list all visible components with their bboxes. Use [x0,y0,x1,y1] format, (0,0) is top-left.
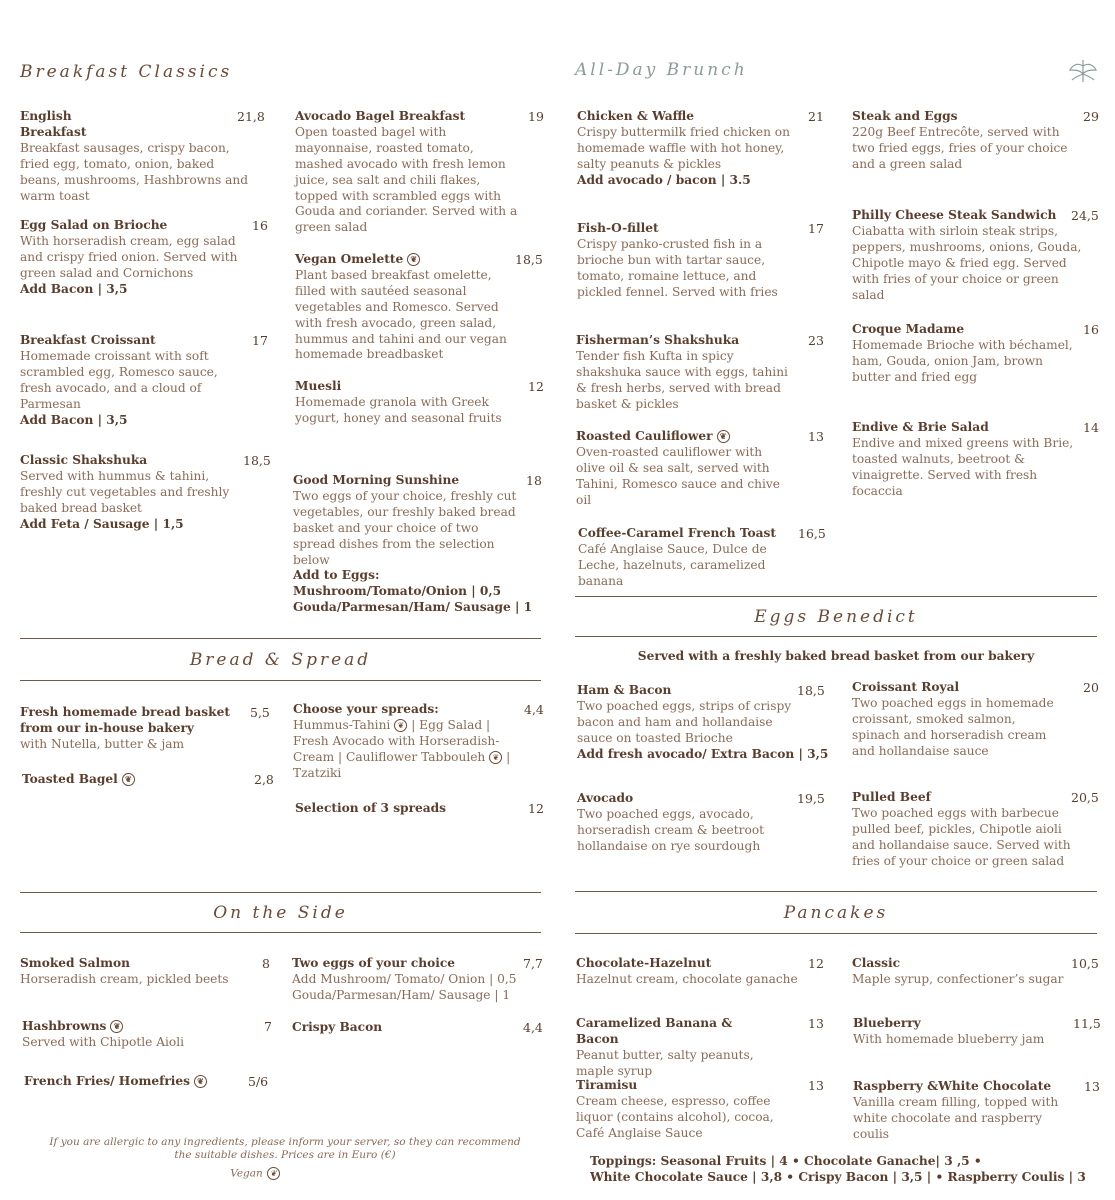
leaf-circle-icon: ❦ [407,253,420,266]
leaf-circle-icon: ❦ [267,1167,280,1180]
divider [20,932,541,933]
item-name: Avocado Bagel Breakfast [295,109,466,123]
item-price: 19 [528,109,544,124]
item-name: Breakfast Croissant [20,333,156,347]
item-desc: Homemade granola with Greek yogurt, honey and seasonal fruits [295,394,502,425]
menu-item-breakfast-croissant [20,333,245,428]
menu-item-pulled-beef [852,790,1082,870]
menu-item-caramel-banana [576,1016,776,1080]
item-desc: Served with Chipotle Aioli [22,1034,185,1049]
item-desc: Hazelnut cream, chocolate ganache [576,971,798,986]
item-addon: Add to Eggs: [293,568,380,583]
item-addon: Gouda/Parmesan/Ham/ Sausage | 1 [293,600,533,615]
item-price: 8 [262,956,270,971]
item-desc: Vanilla cream filling, topped with white chocolate and raspberry coulis [853,1094,1059,1141]
item-price: 11,5 [1073,1016,1101,1031]
item-price: 20,5 [1071,790,1099,805]
item-price: 18 [526,473,542,488]
menu-item-english [20,109,250,204]
menu-item-sunshine [293,473,533,616]
menu-item-chicken-waffle [577,109,792,189]
item-price: 2,8 [254,772,274,787]
menu-item-two-eggs [292,956,522,1004]
toppings-line-2: White Chocolate Sauce | 3,8 • Crispy Bacon | 3,5 | • Raspberry Coulis | 3 [590,1169,1086,1184]
item-desc: Peanut butter, salty peanuts, maple syrup [576,1047,754,1078]
menu-item-fisherman-shakshuka [576,333,801,413]
item-name: Selection of 3 spreads [295,801,447,815]
menu-item-hashbrowns [22,1019,247,1051]
menu-item-bread-basket [20,705,245,753]
item-price: 7 [264,1019,272,1034]
item-addon: Mushroom/Tomato/Onion | 0,5 [293,584,502,599]
item-price: 13 [808,429,824,444]
item-name: Chocolate-Hazelnut [576,956,712,970]
item-desc: with Nutella, butter & jam [20,736,185,751]
item-price: 4,4 [524,702,544,717]
item-desc: Café Anglaise Sauce, Dulce de Leche, hazelnuts, caramelized banana [578,541,767,588]
item-desc: Horseradish cream, pickled beets [20,971,229,986]
item-desc: Maple syrup, confectioner’s sugar [852,971,1064,986]
leaf-circle-icon: ❦ [717,430,730,443]
item-name: Classic [852,956,901,970]
section-title-brunch: All-Day Brunch [575,60,748,80]
menu-item-raspberry [853,1079,1068,1143]
item-price: 21 [808,109,824,124]
item-name: Toasted Bagel [22,772,118,786]
item-desc: With homemade blueberry jam [853,1031,1045,1046]
item-name: Choose your spreads: [293,702,439,716]
item-desc: Add Mushroom/ Tomato/ Onion | 0,5 [292,971,517,986]
menu-item-spreads [293,702,518,782]
menu-item-vegan-omelette [295,252,515,363]
item-price: 7,7 [523,956,543,971]
item-desc: Served with hummus & tahini, freshly cut vegetables and freshly baked bread basket [20,468,230,515]
menu-item-choc-hazelnut [576,956,801,988]
item-addon: Add Bacon | 3,5 [20,281,128,296]
item-desc: Homemade croissant with soft scrambled egg, Romesco sauce, fresh avocado, and a cloud of Parmesan [20,348,218,411]
item-desc: Two poached eggs, avocado, horseradish cream & beetroot hollandaise on rye sourdough [577,806,765,853]
item-desc: Two poached eggs with barbecue pulled beef, pickles, Chipotle aioli and hollandaise sauce. Served with fries of your choice or green salad [852,805,1071,868]
item-name: Philly Cheese Steak Sandwich [852,208,1057,222]
item-desc: Cream cheese, espresso, coffee liquor (contains alcohol), cocoa, Café Anglaise Sauce [576,1093,774,1140]
item-name: Fisherman’s Shakshuka [576,333,740,347]
divider [575,596,1097,597]
divider [575,933,1097,934]
leaf-circle-icon: ❦ [394,719,407,732]
item-price: 12 [528,379,544,394]
menu-item-toasted-bagel [22,772,247,788]
menu-item-tiramisu [576,1078,801,1142]
item-name: French Fries/ Homefries [24,1074,191,1088]
item-desc: Ciabatta with sirloin steak strips, peppers, mushrooms, onions, Gouda, Chipotle mayo & fried egg. Served with fries of your choice or green salad [852,223,1082,302]
vegan-legend [215,1167,295,1181]
menu-item-selection [295,801,520,817]
menu-item-fish-fillet [577,221,805,301]
item-name: Pulled Beef [852,790,931,804]
item-price: 5/6 [248,1074,269,1089]
item-desc: With horseradish cream, egg salad and crispy fried onion. Served with green salad and Cornichons [20,233,238,280]
item-name: Croissant Royal [852,680,960,694]
item-desc: Crispy panko-crusted fish in a brioche bun with tartar sauce, tomato, romaine lettuce, and pickled fennel. Served with fries [577,236,778,299]
item-addon: Add Bacon | 3,5 [20,412,128,427]
toppings-line-1: Toppings: Seasonal Fruits | 4 • Chocolate Ganache| 3 ,5 • [590,1154,982,1168]
item-name: Vegan Omelette [295,252,404,266]
item-addon: Add fresh avocado/ Extra Bacon | 3,5 [577,746,829,761]
divider [575,636,1097,637]
item-price: 13 [1084,1079,1100,1094]
item-name: Caramelized Banana & Bacon [576,1016,733,1046]
toppings [590,1154,1090,1186]
item-price: 12 [528,801,544,816]
leaf-circle-icon: ❦ [122,773,135,786]
menu-item-croque [852,322,1077,386]
eggs-note [575,649,1097,665]
item-desc: Two poached eggs, strips of crispy bacon and ham and hollandaise sauce on toasted Brioche [577,698,792,745]
item-desc: Tender fish Kufta in spicy shakshuka sauce with eggs, tahini & fresh herbs, served with bread basket & pickles [576,348,788,411]
leaf-circle-icon: ❦ [194,1075,207,1088]
divider [20,680,541,681]
item-price: 13 [808,1078,824,1093]
menu-item-cauliflower [576,429,791,509]
menu-item-croissant-royal [852,680,1067,760]
item-desc: Homemade Brioche with béchamel, ham, Gouda, onion Jam, brown butter and fried egg [852,337,1073,384]
item-addon: Add avocado / bacon | 3.5 [577,172,751,187]
item-name: English Breakfast [20,109,87,139]
item-desc: Hummus-Tahini [293,717,391,732]
item-name: Coffee-Caramel French Toast [578,526,777,540]
leaf-circle-icon: ❦ [489,751,502,764]
vegan-legend-label: Vegan [230,1167,263,1180]
menu-item-endive [852,420,1077,500]
eggs-note-text: Served with a freshly baked bread basket from our bakery [637,649,1035,663]
item-price: 16 [252,218,268,233]
item-price: 10,5 [1071,956,1099,971]
menu-item-french-toast [578,526,803,590]
item-price: 18,5 [243,453,271,468]
menu-item-shakshuka [20,453,230,533]
menu-item-philly [852,208,1084,303]
item-price: 20 [1083,680,1099,695]
menu-item-steak-eggs [852,109,1072,173]
item-name: Croque Madame [852,322,965,336]
item-price: 17 [808,221,824,236]
section-title-pancakes: Pancakes [783,903,889,923]
item-desc: 220g Beef Entrecôte, served with two fried eggs, fries of your choice and a green salad [852,124,1068,171]
item-price: 29 [1083,109,1099,124]
section-title-eggs: Eggs Benedict [754,607,918,627]
item-name: Two eggs of your choice [292,956,456,970]
menu-item-avocado-benedict [577,791,777,855]
item-name: Avocado [577,791,634,805]
section-title-breakfast: Breakfast Classics [20,62,233,82]
logo-ornament-icon [1068,58,1098,84]
item-name: Ham & Bacon [577,683,672,697]
item-desc: Open toasted bagel with mayonnaise, roasted tomato, mashed avocado with fresh lemon juice, sea salt and chili flakes, topped with scrambled eggs with Gouda and coriander. Served with a green salad [295,124,518,235]
item-name: Crispy Bacon [292,1020,383,1034]
item-name: Muesli [295,379,342,393]
item-price: 18,5 [797,683,825,698]
section-title-bread: Bread & Spread [189,650,372,670]
item-name: Endive & Brie Salad [852,420,989,434]
menu-item-fries [24,1074,249,1090]
item-name: Classic Shakshuka [20,453,148,467]
item-desc: Endive and mixed greens with Brie, toasted walnuts, beetroot & vinaigrette. Served with fresh focaccia [852,435,1074,498]
item-name: Tiramisu [576,1078,638,1092]
menu-item-egg-salad [20,218,240,298]
item-price: 14 [1083,420,1099,435]
item-name: Good Morning Sunshine [293,473,460,487]
item-price: 18,5 [515,252,543,267]
item-name: Steak and Eggs [852,109,958,123]
menu-item-classic-pancake [852,956,1067,988]
item-price: 12 [808,956,824,971]
item-desc: Two poached eggs in homemade croissant, smoked salmon, spinach and horseradish cream and hollandaise sauce [852,695,1054,758]
leaf-circle-icon: ❦ [110,1020,123,1033]
item-price: 23 [808,333,824,348]
item-name: Roasted Cauliflower [576,429,713,443]
menu-item-muesli [295,379,520,427]
section-title-side: On the Side [213,903,348,923]
item-desc: Plant based breakfast omelette, filled with sautéed seasonal vegetables and Romesco. Served with fresh avocado, green salad, hummus and tahini and our vegan homemade breadbasket [295,267,507,362]
item-name: Chicken & Waffle [577,109,695,123]
item-desc: | Egg Salad | Fresh Avocado with Horseradish-Cream | Cauliflower Tabbouleh [293,717,500,764]
item-desc: Crispy buttermilk fried chicken on homemade waffle with hot honey, salty peanuts & pickles [577,124,790,171]
divider [575,891,1097,892]
item-price: 24,5 [1071,208,1099,223]
menu-item-avocado-bagel [295,109,520,236]
menu-item-smoked-salmon [20,956,245,988]
item-name: Raspberry &White Chocolate [853,1079,1052,1093]
item-name: Fish-O-fillet [577,221,659,235]
item-price: 17 [252,333,268,348]
item-price: 5,5 [250,705,270,720]
item-name: Hashbrowns [22,1019,107,1033]
item-desc: Gouda/Parmesan/Ham/ Sausage | 1 [292,987,511,1002]
item-price: 16,5 [798,526,826,541]
item-name: Egg Salad on Brioche [20,218,168,232]
item-name: Fresh homemade bread basket from our in-house bakery [20,705,230,735]
divider [20,638,541,639]
item-price: 4,4 [523,1020,543,1035]
menu-item-crispy-bacon [292,1020,517,1036]
menu-item-blueberry [853,1016,1068,1048]
item-desc: Breakfast sausages, crispy bacon, fried egg, tomato, onion, baked beans, mushrooms, Hashbrowns and warm toast [20,140,248,203]
item-name: Smoked Salmon [20,956,131,970]
item-name: Blueberry [853,1016,921,1030]
item-desc: Two eggs of your choice, freshly cut vegetables, our freshly baked bread basket and your choice of two spread dishes from the selection below [293,488,517,567]
item-price: 21,8 [237,109,265,124]
allergy-note: If you are allergic to any ingredients, please inform your server, so they can recommend the suitable dishes. Prices are in Euro (€) [49,1136,521,1161]
item-price: 19,5 [797,791,825,806]
item-price: 16 [1083,322,1099,337]
item-addon: Add Feta / Sausage | 1,5 [20,516,184,531]
divider [20,892,541,893]
item-price: 13 [808,1016,824,1031]
item-desc: Oven-roasted cauliflower with olive oil & sea salt, served with Tahini, Romesco sauce and chive oil [576,444,781,507]
item-desc: | Tzatziki [293,749,511,780]
